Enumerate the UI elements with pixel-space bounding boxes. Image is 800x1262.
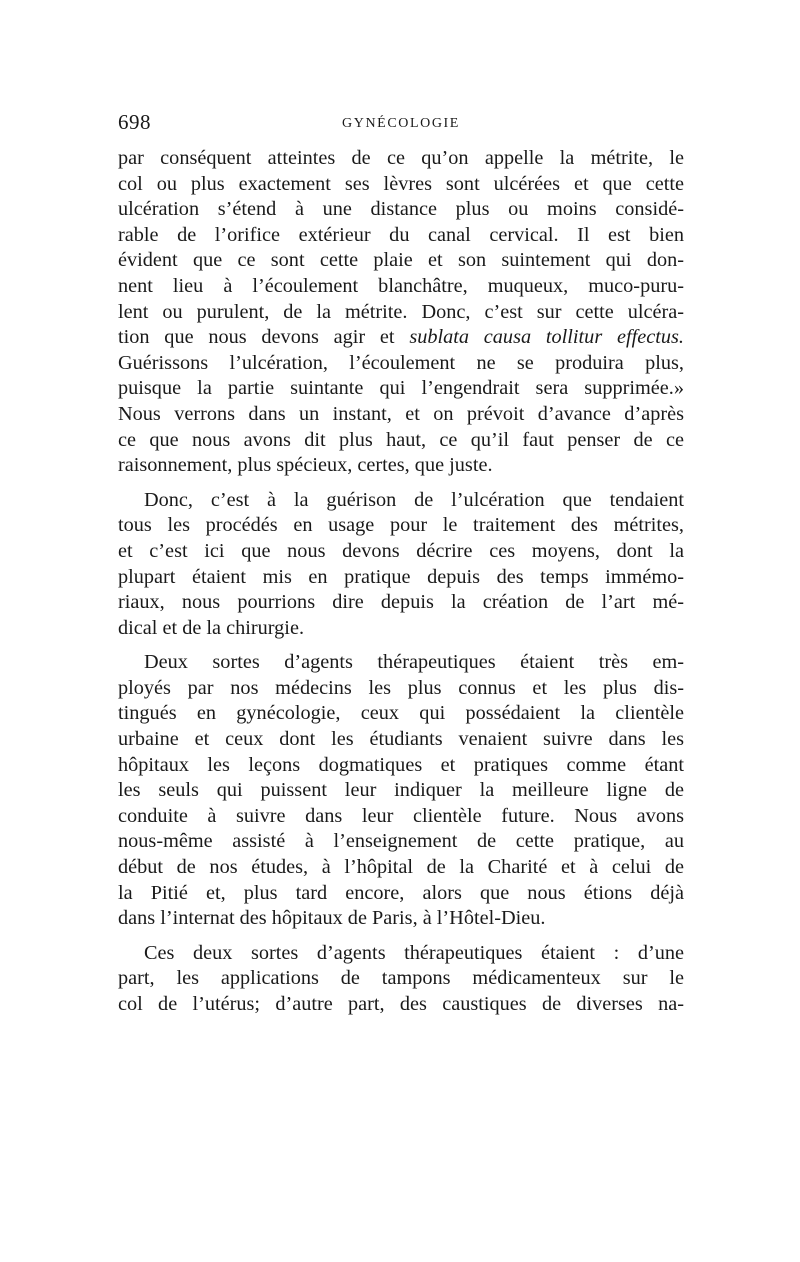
- book-page: [118, 110, 684, 1018]
- text-line: Donc, c’est à la guérison de l’ulcération que tendaient: [144, 488, 684, 511]
- text-line: ulcération s’étend à une distance plus ou moins considé-: [118, 198, 684, 221]
- page-number: 698: [118, 110, 151, 134]
- paragraph-2: [118, 488, 684, 642]
- text-line: hôpitaux les leçons dogmatiques et pratiques comme étant: [118, 753, 684, 776]
- paragraph-3: [118, 650, 684, 932]
- text-line: les seuls qui puissent leur indiquer la meilleure ligne de: [118, 779, 684, 802]
- text-line: la Pitié et, plus tard encore, alors que nous étions déjà: [118, 881, 684, 904]
- text-line-with-latin-quote: [118, 325, 684, 351]
- text-line: rable de l’orifice extérieur du canal cervical. Il est bien: [118, 223, 684, 246]
- paragraph-1: [118, 146, 684, 479]
- text-line: col de l’utérus; d’autre part, des caustiques de diverses na-: [118, 993, 684, 1015]
- text-line: urbaine et ceux dont les étudiants venaient suivre dans les: [118, 728, 684, 751]
- text-line: nent lieu à l’écoulement blanchâtre, muqueux, muco-puru-: [118, 274, 684, 297]
- text-line: tous les procédés en usage pour le traitement des métrites,: [118, 514, 684, 537]
- text-line: riaux, nous pourrions dire depuis la création de l’art mé-: [118, 591, 684, 614]
- text-line: évident que ce sont cette plaie et son suintement qui don-: [118, 249, 684, 272]
- text-line: Guérissons l’ulcération, l’écoulement ne se produira plus,: [118, 351, 684, 374]
- text-line: Nous verrons dans un instant, et on prévoit d’avance d’après: [118, 402, 684, 425]
- text-line: tingués en gynécologie, ceux qui possédaient la clientèle: [118, 702, 684, 725]
- text-line: dans l’internat des hôpitaux de Paris, à l’Hôtel-Dieu.: [118, 907, 546, 930]
- text-line: Ces deux sortes d’agents thérapeutiques étaient : d’une: [144, 941, 684, 964]
- text-line: dical et de la chirurgie.: [118, 616, 305, 639]
- running-title: GYNÉCOLOGIE: [342, 116, 460, 131]
- text-line: lent ou purulent, de la métrite. Donc, c’est sur cette ulcéra-: [118, 300, 684, 323]
- text-line: ployés par nos médecins les plus connus et les plus dis-: [118, 676, 684, 699]
- text-run: tion que nous devons agir et: [118, 326, 410, 349]
- text-line: et c’est ici que nous devons décrire ces moyens, dont la: [118, 539, 684, 562]
- text-line: raisonnement, plus spécieux, certes, que juste.: [118, 454, 493, 477]
- body-text: [118, 146, 684, 1018]
- running-head: [118, 110, 684, 146]
- text-line: nous-même assisté à l’enseignement de cette pratique, au: [118, 830, 684, 853]
- text-line: début de nos études, à l’hôpital de la Charité et à celui de: [118, 856, 684, 879]
- text-line: ce que nous avons dit plus haut, ce qu’il faut penser de ce: [118, 428, 684, 451]
- latin-quote: sublata causa tollitur effectus.: [409, 326, 684, 349]
- text-line: plupart étaient mis en pratique depuis des temps immémo-: [118, 565, 684, 588]
- text-line: Deux sortes d’agents thérapeutiques étaient très em-: [144, 651, 684, 674]
- text-line: par conséquent atteintes de ce qu’on appelle la métrite, le: [118, 147, 684, 169]
- text-line: conduite à suivre dans leur clientèle future. Nous avons: [118, 804, 684, 827]
- text-line: puisque la partie suintante qui l’engendrait sera supprimée.»: [118, 377, 684, 400]
- text-line: col ou plus exactement ses lèvres sont ulcérées et que cette: [118, 172, 684, 195]
- paragraph-4: [118, 941, 684, 1018]
- text-line: part, les applications de tampons médicamenteux sur le: [118, 967, 684, 990]
